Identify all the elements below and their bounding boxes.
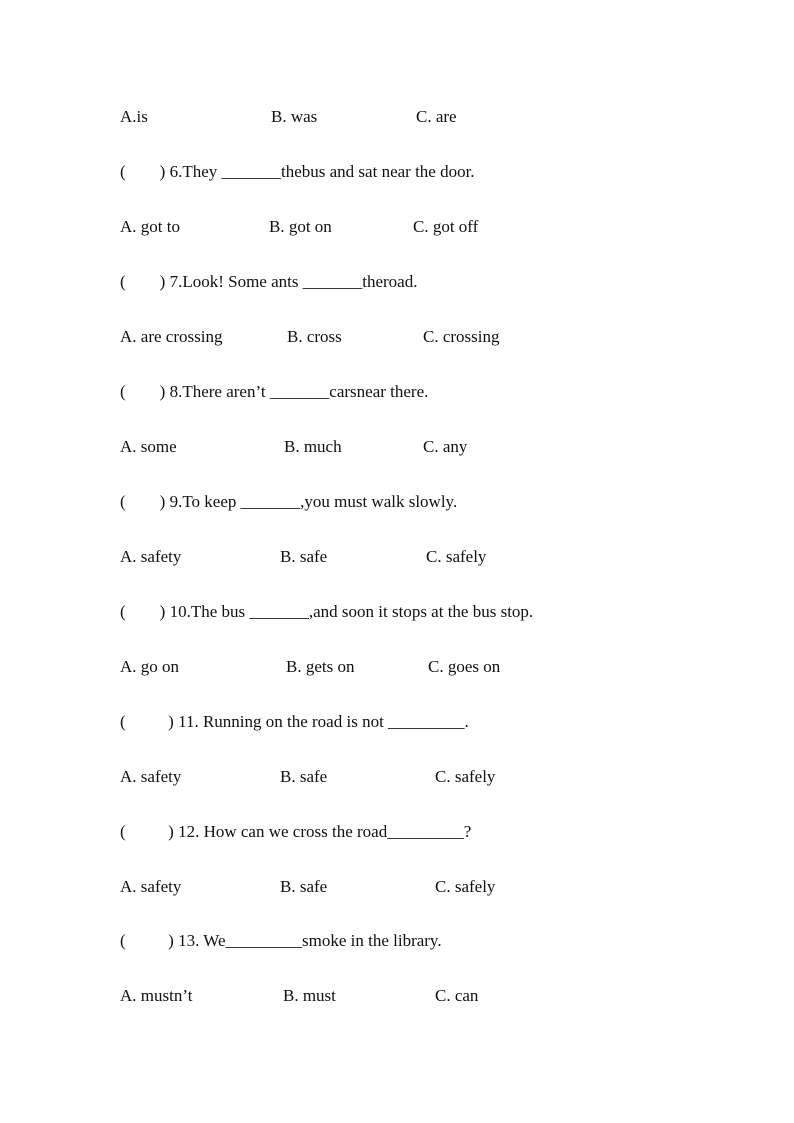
option-b: B. gets on [286, 657, 355, 676]
question-text: ( ) 7.Look! Some ants _______theroad. [120, 272, 418, 291]
question-text: ( ) 9.To keep _______,you must walk slowly. [120, 492, 458, 511]
options-line-5 [0, 105, 457, 129]
question-text: ( ) 6.They _______thebus and sat near the door. [120, 162, 475, 181]
option-c: C. safely [435, 877, 496, 896]
option-b: B. safe [280, 877, 328, 896]
question-text: ( ) 8.There aren’t _______carsnear there. [120, 382, 429, 401]
option-b: B. was [271, 107, 318, 126]
question-12 [0, 820, 472, 844]
option-b: B. safe [280, 767, 328, 786]
question-7 [0, 270, 418, 294]
option-b: B. safe [280, 547, 328, 566]
question-text: ( ) 10.The bus _______,and soon it stops at the bus stop. [120, 602, 534, 621]
options-line-7 [0, 325, 500, 349]
question-text: ( ) 13. We_________smoke in the library. [120, 931, 442, 950]
option-b: B. much [284, 437, 342, 456]
options-line-6 [0, 215, 479, 239]
options-line-8 [0, 435, 468, 459]
question-11 [0, 710, 469, 734]
option-b: B. cross [287, 327, 342, 346]
question-text: ( ) 12. How can we cross the road_________? [120, 822, 472, 841]
option-c: C. are [416, 107, 457, 126]
option-a: A. safety [120, 547, 182, 566]
option-a: A. go on [120, 657, 180, 676]
option-c: C. can [435, 986, 479, 1005]
option-c: C. got off [413, 217, 479, 236]
option-c: C. goes on [428, 657, 501, 676]
option-c: C. any [423, 437, 468, 456]
option-a: A. got to [120, 217, 180, 236]
question-6 [0, 160, 475, 184]
options-line-13 [0, 984, 479, 1008]
option-b: B. got on [269, 217, 332, 236]
question-text: ( ) 11. Running on the road is not _________. [120, 712, 469, 731]
option-b: B. must [283, 986, 336, 1005]
option-a: A. safety [120, 767, 182, 786]
option-c: C. safely [435, 767, 496, 786]
options-line-11 [0, 765, 496, 789]
options-line-12 [0, 875, 496, 899]
question-10 [0, 600, 534, 624]
option-a: A. mustn’t [120, 986, 193, 1005]
question-9 [0, 490, 458, 514]
option-a: A. are crossing [120, 327, 223, 346]
option-c: C. safely [426, 547, 487, 566]
option-a: A.is [120, 107, 148, 126]
option-a: A. some [120, 437, 177, 456]
option-a: A. safety [120, 877, 182, 896]
question-8 [0, 380, 429, 404]
options-line-10 [0, 655, 501, 679]
question-13 [0, 929, 442, 953]
options-line-9 [0, 545, 487, 569]
option-c: C. crossing [423, 327, 500, 346]
